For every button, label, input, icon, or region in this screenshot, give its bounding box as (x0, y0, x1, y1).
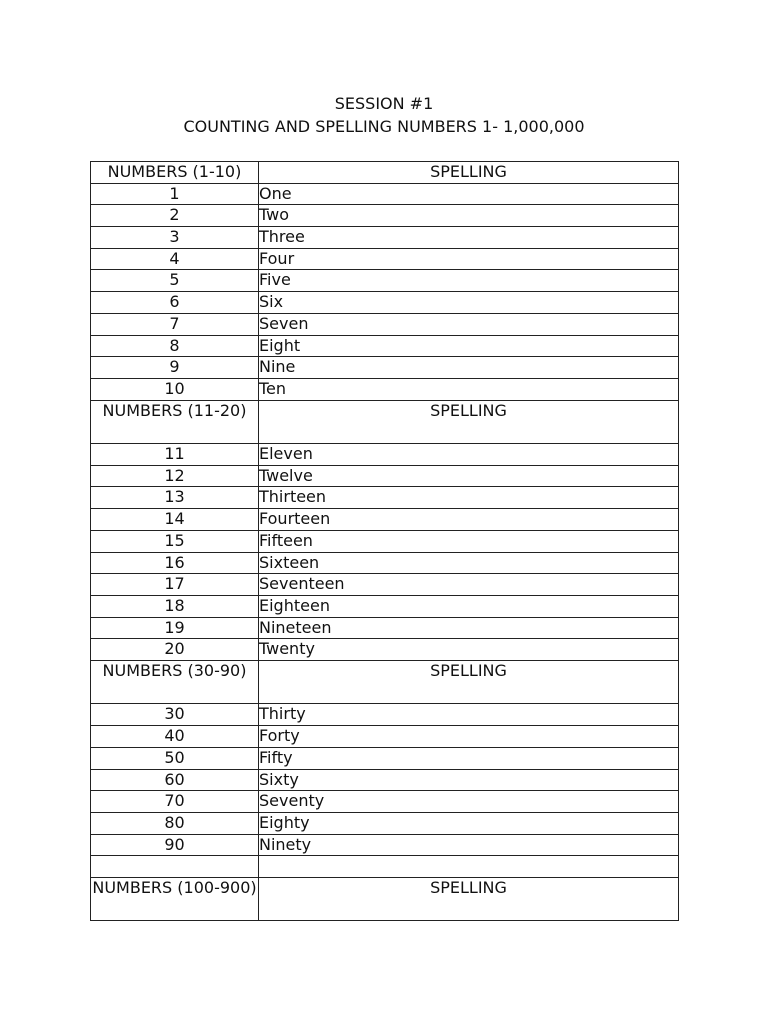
table-row (91, 292, 679, 314)
spelling-cell: Nineteen (259, 617, 679, 639)
spelling-cell: Seventeen (259, 574, 679, 596)
table-row (91, 769, 679, 791)
spelling-cell: Ninety (259, 834, 679, 856)
table-row (91, 270, 679, 292)
spelling-cell: Sixteen (259, 552, 679, 574)
spelling-cell: Eighteen (259, 595, 679, 617)
number-cell: 1 (91, 183, 259, 205)
section-header-row (91, 660, 679, 704)
number-cell: 60 (91, 769, 259, 791)
table-row (91, 856, 679, 878)
number-cell: 12 (91, 465, 259, 487)
document-title: COUNTING AND SPELLING NUMBERS 1- 1,000,000 (183, 117, 585, 136)
table-row (91, 335, 679, 357)
spelling-column-heading: SPELLING (259, 162, 679, 184)
table-row (91, 378, 679, 400)
table-row (91, 227, 679, 249)
section-header-row (91, 877, 679, 921)
spelling-cell: Sixty (259, 769, 679, 791)
table-row (91, 726, 679, 748)
spelling-cell: Thirty (259, 704, 679, 726)
number-cell: 5 (91, 270, 259, 292)
table-row (91, 639, 679, 661)
table-row (91, 791, 679, 813)
number-cell: 14 (91, 509, 259, 531)
table-body (91, 162, 679, 921)
section-header-row (91, 400, 679, 444)
table-row (91, 617, 679, 639)
spelling-cell: Four (259, 248, 679, 270)
spelling-cell: Six (259, 292, 679, 314)
spelling-column-heading: SPELLING (259, 877, 679, 921)
table-row (91, 205, 679, 227)
numbers-spelling-table (90, 161, 679, 921)
number-cell: 9 (91, 357, 259, 379)
table-row (91, 313, 679, 335)
number-cell: 70 (91, 791, 259, 813)
spelling-cell: Thirteen (259, 487, 679, 509)
number-cell: 4 (91, 248, 259, 270)
number-cell: 6 (91, 292, 259, 314)
number-cell: 15 (91, 530, 259, 552)
number-cell: 30 (91, 704, 259, 726)
number-cell: 11 (91, 444, 259, 466)
spelling-cell: Twelve (259, 465, 679, 487)
table-row (91, 530, 679, 552)
spelling-cell: Two (259, 205, 679, 227)
spelling-cell: One (259, 183, 679, 205)
spelling-cell: Three (259, 227, 679, 249)
number-cell: 8 (91, 335, 259, 357)
number-cell: 13 (91, 487, 259, 509)
numbers-column-heading: NUMBERS (1-10) (91, 162, 259, 184)
number-cell: 10 (91, 378, 259, 400)
table-row (91, 574, 679, 596)
spelling-cell: Forty (259, 726, 679, 748)
number-cell: 17 (91, 574, 259, 596)
table-row (91, 465, 679, 487)
number-cell: 18 (91, 595, 259, 617)
table-row (91, 357, 679, 379)
number-cell: 19 (91, 617, 259, 639)
spelling-cell: Eleven (259, 444, 679, 466)
spelling-cell: Ten (259, 378, 679, 400)
spelling-cell: Fifteen (259, 530, 679, 552)
spelling-cell: Eight (259, 335, 679, 357)
number-cell: 50 (91, 747, 259, 769)
spelling-cell: Five (259, 270, 679, 292)
table-row (91, 834, 679, 856)
spelling-cell: Seventy (259, 791, 679, 813)
number-cell: 40 (91, 726, 259, 748)
spelling-cell: Eighty (259, 812, 679, 834)
table-row (91, 747, 679, 769)
table-row (91, 183, 679, 205)
table-row (91, 552, 679, 574)
spelling-cell: Seven (259, 313, 679, 335)
numbers-column-heading: NUMBERS (100-900) (91, 877, 259, 921)
section-header-row (91, 162, 679, 184)
numbers-column-heading: NUMBERS (11-20) (91, 400, 259, 444)
number-cell: 90 (91, 834, 259, 856)
numbers-column-heading: NUMBERS (30-90) (91, 660, 259, 704)
session-title: SESSION #1 (334, 94, 434, 113)
table-row (91, 704, 679, 726)
document-header (0, 92, 768, 138)
number-cell: 16 (91, 552, 259, 574)
spelling-cell: Twenty (259, 639, 679, 661)
spelling-cell: Fifty (259, 747, 679, 769)
table-row (91, 812, 679, 834)
table-row (91, 487, 679, 509)
spelling-column-heading: SPELLING (259, 400, 679, 444)
table-row (91, 509, 679, 531)
table-row (91, 248, 679, 270)
number-cell (91, 856, 259, 878)
spelling-cell: Nine (259, 357, 679, 379)
number-cell: 80 (91, 812, 259, 834)
table-row (91, 595, 679, 617)
spelling-column-heading: SPELLING (259, 660, 679, 704)
spelling-cell (259, 856, 679, 878)
spelling-cell: Fourteen (259, 509, 679, 531)
number-cell: 20 (91, 639, 259, 661)
number-cell: 7 (91, 313, 259, 335)
number-cell: 3 (91, 227, 259, 249)
table-row (91, 444, 679, 466)
number-cell: 2 (91, 205, 259, 227)
